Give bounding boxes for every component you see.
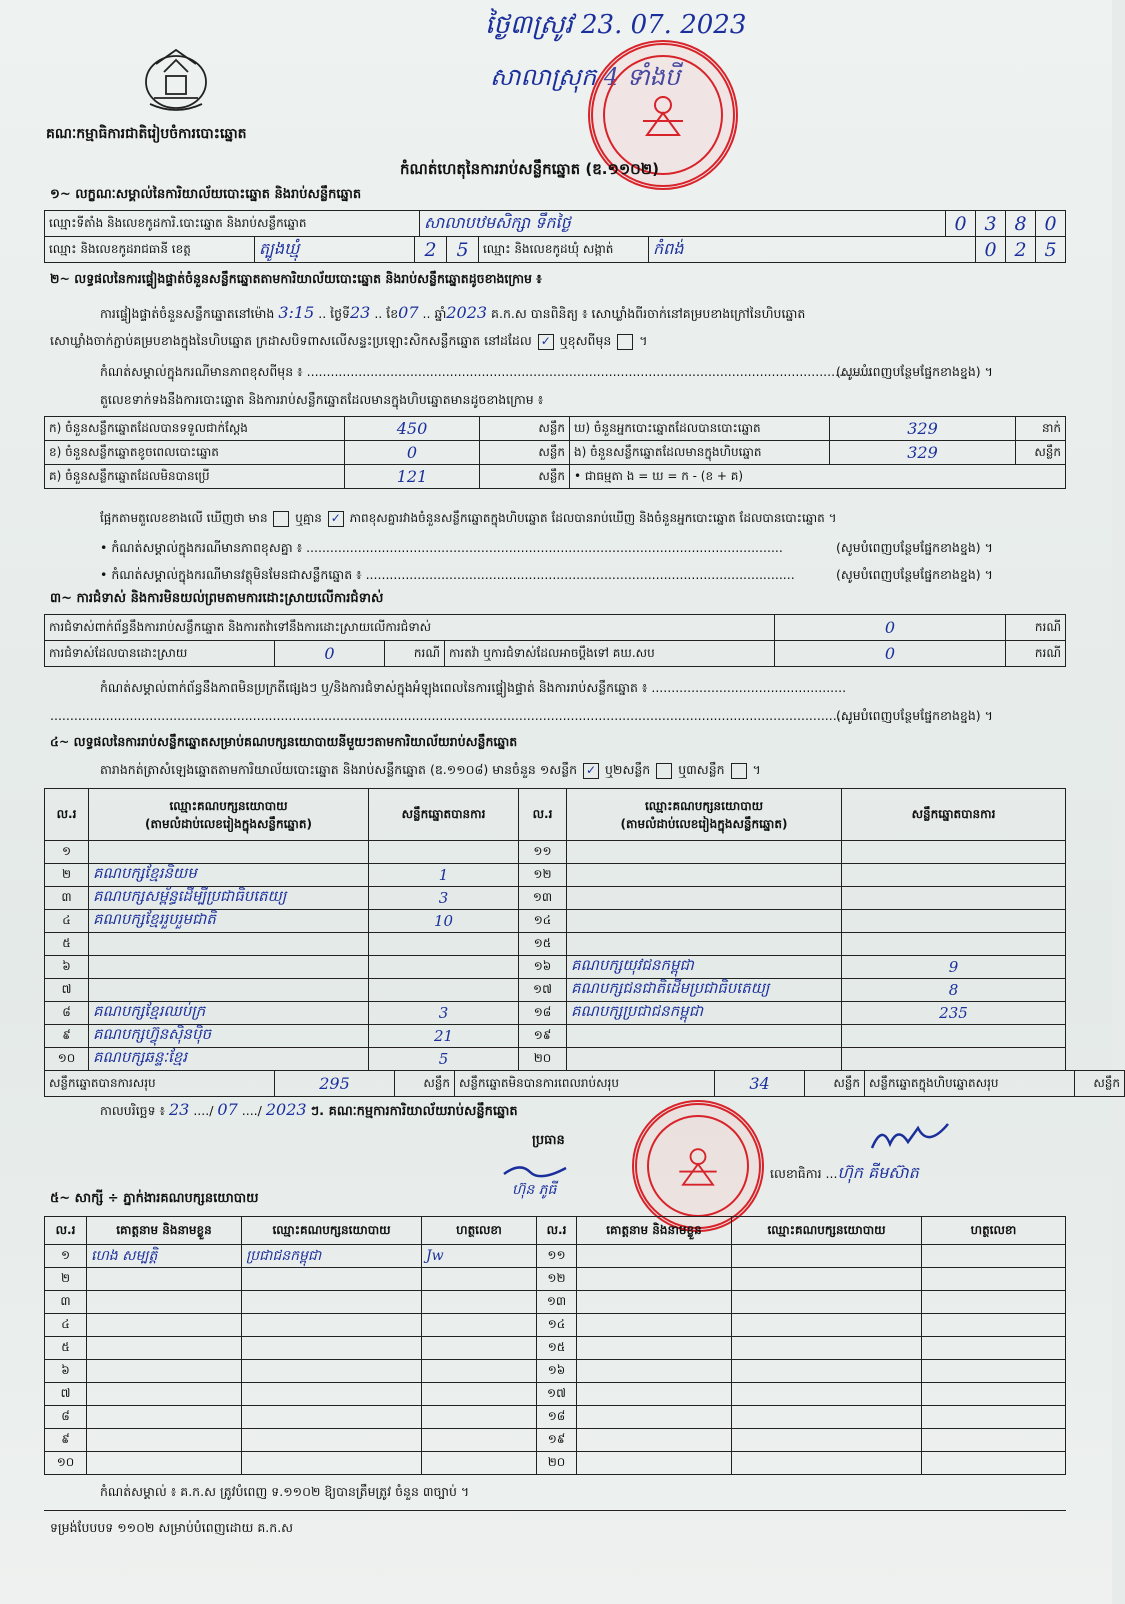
unit-label: សន្លឹក: [480, 417, 570, 441]
verification-paragraph-2: សោឃ្លាំងចាក់ភ្ជាប់គម្របខាងក្នុងនៃហិបឆ្នោត ក្រដាសបិទពាសលើសន្ទះប្រឡោះសិកសន្លឹកឆ្នោត នៅដដែល ✓ ឬខុសពីមុន ។: [50, 333, 648, 348]
table-row: [45, 1291, 1066, 1314]
witness-number: ៣: [45, 1291, 87, 1314]
party-votes: [369, 933, 519, 956]
party-number: ២: [45, 864, 89, 887]
verification-month: 07: [398, 303, 419, 322]
party-votes: [369, 979, 519, 1002]
witness-signature: [922, 1337, 1066, 1360]
non-ballot-note: • កំណត់សម្គាល់ក្នុងករណីមានវត្ថុមិនមែនជាសន្លឹកឆ្នោត ៖ ............................................................................................................: [100, 567, 795, 582]
party-name: គណបក្សខ្មែរនិយម: [89, 864, 369, 887]
one-sheet-checkbox[interactable]: ✓: [583, 763, 599, 779]
witness-number: ១: [45, 1245, 87, 1268]
party-votes: [842, 1025, 1066, 1048]
witness-name: [87, 1429, 242, 1452]
witness-party: [242, 1291, 422, 1314]
witness-signature: [922, 1291, 1066, 1314]
table-row: [45, 841, 1066, 864]
witness-signature: [922, 1406, 1066, 1429]
party-number: ១៣: [519, 887, 567, 910]
signing-date: កាលបរិច្ឆេទ ៖ 23 ..../ 07 ..../ 2023 ៗ. គណៈកម្មការការិយាល័យរាប់សន្លឹកឆ្នោត: [100, 1100, 518, 1119]
party-votes: 3: [369, 1002, 519, 1025]
total-box-label: សន្លឹកឆ្នោតក្នុងហិបឆ្នោតសរុប: [865, 1071, 1075, 1097]
party-name: [567, 887, 842, 910]
witness-header-no: ល.រ: [45, 1217, 87, 1245]
party-name: គណបក្សឆន្ទៈខ្មែរ: [89, 1048, 369, 1071]
objections-table: [44, 614, 1066, 667]
party-votes: 5: [369, 1048, 519, 1071]
party-number: ៦: [45, 956, 89, 979]
appeal-value: 0: [775, 641, 1006, 667]
party-number: ១៧: [519, 979, 567, 1002]
verification-day: 23: [350, 303, 371, 322]
party-votes: [369, 956, 519, 979]
party-votes: [842, 887, 1066, 910]
witness-name: [577, 1406, 732, 1429]
unit-label: សន្លឹក: [1075, 1071, 1125, 1097]
results-header-no: ល.រ: [45, 789, 89, 841]
witness-party: [732, 1452, 922, 1475]
party-name: [567, 910, 842, 933]
party-name: [567, 1048, 842, 1071]
commune-code-digit: 5: [1036, 237, 1066, 263]
table-row: [45, 910, 1066, 933]
fill-note: (សូមបំពេញបន្ថែមផ្នែកខាងខ្នង) ។: [836, 708, 993, 723]
witness-name: [577, 1360, 732, 1383]
two-sheets-checkbox[interactable]: [656, 763, 672, 779]
witness-header-party: ឈ្មោះគណបក្សនយោបាយ: [242, 1217, 422, 1245]
unit-label: សន្លឹក: [805, 1071, 865, 1097]
case-unit: ករណី: [1006, 641, 1066, 667]
table-row: [45, 1002, 1066, 1025]
party-number: ៣: [45, 887, 89, 910]
party-votes: 9: [842, 956, 1066, 979]
witness-signature: [422, 1360, 537, 1383]
section4-heading: ៤~ លទ្ធផលនៃការរាប់សន្លឹកឆ្នោតសម្រាប់គណបក្សនយោបាយនីមួយៗតាមការិយាល័យរាប់សន្លឹកឆ្នោត: [50, 734, 518, 749]
secretary-label: លេខាធិការ ...ហ៊ុក គីមស៊ាត: [770, 1163, 919, 1182]
witness-number: ១៤: [537, 1314, 577, 1337]
witness-party: [242, 1314, 422, 1337]
footnote: កំណត់សម្គាល់ ៖ គ.ក.ស ត្រូវបំពេញ ទ.១១០២ ឱ្យបានត្រឹមត្រូវ ចំនួន ៣ច្បាប់ ។: [100, 1484, 470, 1499]
witness-signature: [922, 1314, 1066, 1337]
table-row: [45, 1360, 1066, 1383]
has-difference-checkbox[interactable]: [273, 511, 289, 527]
ballots-in-box-label: ង) ចំនួនសន្លឹកឆ្នោតដែលមានក្នុងហិបឆ្នោត: [570, 441, 830, 465]
handwritten-location-note: សាលាស្រុក 4 ទាំងបី: [490, 63, 681, 91]
party-votes: 235: [842, 1002, 1066, 1025]
figures-table: [44, 416, 1066, 489]
results-header-party: ឈ្មោះគណបក្សនយោបាយ (តាមលំដាប់លេខរៀងក្នុងសន្លឹកឆ្នោត): [567, 789, 842, 841]
unchanged-checkbox[interactable]: ✓: [538, 334, 554, 350]
organization-name: គណៈកម្មាធិការជាតិរៀបចំការបោះឆ្នោត: [46, 126, 247, 142]
unit-label: សន្លឹក: [480, 465, 570, 489]
witness-name: [577, 1245, 732, 1268]
witness-name: [87, 1406, 242, 1429]
total-valid-label: សន្លឹកឆ្នោតបានការសរុប: [45, 1071, 275, 1097]
party-number: ១៩: [519, 1025, 567, 1048]
form-footer: ទម្រង់បែបបទ ១១០២ សម្រាប់បំពេញដោយ គ.ក.ស: [50, 1520, 294, 1535]
witness-party: ប្រជាជនកម្ពុជា: [242, 1245, 422, 1268]
table-row: [45, 1337, 1066, 1360]
commune-code-digit: 0: [976, 237, 1006, 263]
table-row: [45, 1383, 1066, 1406]
witness-number: ១៨: [537, 1406, 577, 1429]
witness-signature: Jw: [422, 1245, 537, 1268]
party-votes: [842, 1048, 1066, 1071]
witness-signature: [922, 1360, 1066, 1383]
witness-party: [732, 1337, 922, 1360]
witness-header-party: ឈ្មោះគណបក្សនយោបាយ: [732, 1217, 922, 1245]
chair-name: ហ៊ុន ភូធី: [512, 1182, 557, 1198]
witness-number: ១៦: [537, 1360, 577, 1383]
witness-name: [577, 1291, 732, 1314]
party-name: [567, 933, 842, 956]
section1-table: [44, 210, 1066, 263]
objections-value: 0: [775, 615, 1006, 641]
witness-party: [732, 1406, 922, 1429]
witness-party: [732, 1360, 922, 1383]
witness-name: [577, 1314, 732, 1337]
section5-heading: ៥~ សាក្សី ÷ ភ្នាក់ងារគណបក្សនយោបាយ: [50, 1191, 259, 1206]
province-value: ត្បូងឃ្មុំ: [255, 237, 415, 263]
party-name: គណបក្សហ៊្វុនស៊ិនប៉ិច: [89, 1025, 369, 1048]
location-code-digit: 0: [946, 211, 976, 237]
party-name: [89, 933, 369, 956]
table-row: [45, 1025, 1066, 1048]
witness-number: ២០: [537, 1452, 577, 1475]
unit-label: នាក់: [1016, 417, 1066, 441]
witness-party: [732, 1245, 922, 1268]
witness-number: ១៣: [537, 1291, 577, 1314]
party-votes: 10: [369, 910, 519, 933]
tally-sheet-count: តារាងកត់ត្រាសំឡេងឆ្នោតតាមការិយាល័យបោះឆ្នោត និងរាប់សន្លឹកឆ្នោត (ឌ.១១០៨) មានចំនួន ១សន្លឹក ✓ ឬ២សន្លឹក ឬ៣សន្លឹក ។: [100, 762, 761, 777]
party-votes: 8: [842, 979, 1066, 1002]
results-header-votes: សន្លឹកឆ្នោតបានការ: [369, 789, 519, 841]
voters-label: ឃ) ចំនួនអ្នកបោះឆ្នោតដែលបានបោះឆ្នោត: [570, 417, 830, 441]
table-row: [45, 1268, 1066, 1291]
resolved-value: 0: [275, 641, 385, 667]
witness-number: ១៧: [537, 1383, 577, 1406]
witness-signature: [422, 1268, 537, 1291]
resolved-label: ការជំទាស់ដែលបានដោះស្រាយ: [45, 641, 275, 667]
formula: • ជាធម្មតា ង = ឃ = ក - (ខ + គ): [570, 465, 1066, 489]
witness-signature: [422, 1429, 537, 1452]
witness-name: [87, 1360, 242, 1383]
table-row: [45, 933, 1066, 956]
witness-party: [242, 1268, 422, 1291]
unit-label: សន្លឹក: [395, 1071, 455, 1097]
party-votes: [842, 841, 1066, 864]
party-number: ៧: [45, 979, 89, 1002]
witness-number: ១១: [537, 1245, 577, 1268]
province-code-digit: 5: [447, 237, 479, 263]
form-title: កំណត់ហេតុនៃការរាប់សន្លឹកឆ្នោត (ឌ.១១០២): [400, 160, 660, 178]
party-number: ១១: [519, 841, 567, 864]
match-statement: ផ្អែកតាមតួលេខខាងលើ ឃើញថា មាន ឬគ្មាន ✓ ភាពខុសគ្នារវាងចំនួនសន្លឹកឆ្នោតក្នុងហិបឆ្នោត ដែលបានរាប់ឃើញ និងចំនួនអ្នកបោះឆ្នោត ដែលបានបោះឆ្នោត ។: [100, 510, 837, 525]
chair-signature-icon: [500, 1160, 570, 1184]
party-votes: [842, 864, 1066, 887]
party-number: ៤: [45, 910, 89, 933]
witness-party: [242, 1337, 422, 1360]
section3-heading: ៣~ ការជំទាស់ និងការមិនយល់ព្រមតាមការដោះស្រាយលើការជំទាស់: [50, 591, 384, 606]
secretary-signature-icon: [868, 1118, 958, 1162]
table-row: [45, 956, 1066, 979]
table-row: [45, 1245, 1066, 1268]
total-invalid-value: 34: [715, 1071, 805, 1097]
party-number: ១៨: [519, 1002, 567, 1025]
witness-signature: [922, 1245, 1066, 1268]
witness-name: [87, 1337, 242, 1360]
party-number: ៥: [45, 933, 89, 956]
party-name: គណបក្សសម្ព័ន្ធដើម្បីប្រជាធិបតេយ្យ: [89, 887, 369, 910]
irregularities-note: កំណត់សម្គាល់ពាក់ព័ន្ធនឹងភាពមិនប្រក្រតីផ្សេងៗ ឬ/និងការជំទាស់ក្នុងអំឡុងពេលនៃការផ្ទៀងផ្ទាត់ និងការរាប់សន្លឹកឆ្នោត ៖ .................................................: [100, 680, 847, 695]
party-name: [89, 841, 369, 864]
voters-value: 329: [830, 417, 1016, 441]
party-name: គណបក្សយុវជនកម្ពុជា: [567, 956, 842, 979]
witness-signature: [422, 1383, 537, 1406]
witness-number: ២: [45, 1268, 87, 1291]
witness-signature: [922, 1429, 1066, 1452]
table-row: [45, 864, 1066, 887]
no-difference-checkbox[interactable]: ✓: [328, 511, 344, 527]
location-code-digit: 3: [976, 211, 1006, 237]
witness-number: ១៩: [537, 1429, 577, 1452]
party-number: ១០: [45, 1048, 89, 1071]
witness-signature: [922, 1268, 1066, 1291]
party-number: ៩: [45, 1025, 89, 1048]
commission-logo-icon: [136, 42, 216, 114]
party-name: គណបក្សខ្មែររួបរួមជាតិ: [89, 910, 369, 933]
unit-label: សន្លឹក: [480, 441, 570, 465]
three-sheets-checkbox[interactable]: [731, 763, 747, 779]
witness-signature: [422, 1291, 537, 1314]
unit-label: សន្លឹក: [1016, 441, 1066, 465]
unused-ballots-value: 121: [345, 465, 480, 489]
section2-heading: ២~ លទ្ធផលនៃការផ្ទៀងផ្ទាត់ចំនួនសន្លឹកឆ្នោតតាមការិយាល័យបោះឆ្នោត និងរាប់សន្លឹកឆ្នោតដូចខាងក្រោម ៖: [50, 271, 542, 286]
witness-party: [732, 1268, 922, 1291]
ballots-in-box-value: 329: [830, 441, 1016, 465]
table-row: [45, 887, 1066, 910]
witness-name: [87, 1452, 242, 1475]
objections-label: ការជំទាស់ពាក់ព័ន្ធនឹងការរាប់សន្លឹកឆ្នោត និងការតវ៉ាទៅនឹងការដោះស្រាយលើការជំទាស់: [45, 615, 775, 641]
witness-name: [87, 1383, 242, 1406]
party-number: ៨: [45, 1002, 89, 1025]
table-row: [45, 1314, 1066, 1337]
party-number: ១: [45, 841, 89, 864]
chair-title: ប្រធាន: [532, 1133, 565, 1148]
table-row: [45, 1452, 1066, 1475]
location-code-digit: 8: [1006, 211, 1036, 237]
case-unit: ករណី: [385, 641, 445, 667]
witness-signature: [922, 1383, 1066, 1406]
fill-note: (សូមបំពេញបន្ថែមផ្នែកខាងខ្នង) ។: [836, 540, 993, 555]
witness-name: [87, 1314, 242, 1337]
location-label: ឈ្មោះទីតាំង និងលេខកូដការិ.បោះឆ្នោត និងរាប់សន្លឹកឆ្នោត: [45, 211, 420, 237]
witness-name: [577, 1452, 732, 1475]
results-header-party: ឈ្មោះគណបក្សនយោបាយ (តាមលំដាប់លេខរៀងក្នុងសន្លឹកឆ្នោត): [89, 789, 369, 841]
verification-time: 3:15: [278, 303, 315, 322]
witness-number: ៦: [45, 1360, 87, 1383]
table-row: [45, 1429, 1066, 1452]
witness-name: [87, 1268, 242, 1291]
witness-header-name: គោត្តនាម និងនាមខ្លួន: [87, 1217, 242, 1245]
party-number: ១៦: [519, 956, 567, 979]
results-table: [44, 788, 1120, 1097]
witness-signature: [422, 1314, 537, 1337]
difference-case-note: • កំណត់សម្គាល់ក្នុងករណីមានភាពខុសគ្នា ៖ ........................................................................................................................: [100, 540, 783, 555]
commune-code-digit: 2: [1006, 237, 1036, 263]
party-name: [567, 1025, 842, 1048]
witness-name: [577, 1429, 732, 1452]
fill-note: (សូមបំពេញបន្ថែមផ្នែកខាងខ្នង) ។: [836, 364, 993, 379]
difference-note: កំណត់សម្គាល់ក្នុងករណីមានភាពខុសពីមុន ៖ ..............................................................................................................................................: [100, 364, 871, 379]
handwritten-date-note: ថ្ងៃ៣ស្រូវ 23. 07. 2023: [485, 10, 747, 40]
witness-party: [242, 1360, 422, 1383]
secretary-name: ហ៊ុក គីមស៊ាត: [837, 1163, 919, 1182]
witness-name: [577, 1337, 732, 1360]
results-header-votes: សន្លឹកឆ្នោតបានការ: [842, 789, 1066, 841]
location-value: សាលាបឋមសិក្សា ទឹកថ្ងៃ: [420, 211, 946, 237]
table-row: [45, 1406, 1066, 1429]
witness-number: ៧: [45, 1383, 87, 1406]
party-number: ១២: [519, 864, 567, 887]
witness-number: ៨: [45, 1406, 87, 1429]
table-row: [45, 979, 1066, 1002]
commune-value: កំពង់: [649, 237, 976, 263]
province-label: ឈ្មោះ និងលេខកូដរាជធានី ខេត្ត: [45, 237, 255, 263]
witness-number: ១០: [45, 1452, 87, 1475]
table-row: [45, 1048, 1066, 1071]
witness-party: [732, 1314, 922, 1337]
witness-signature: [422, 1337, 537, 1360]
witness-number: ៩: [45, 1429, 87, 1452]
changed-checkbox[interactable]: [617, 334, 633, 350]
spoiled-ballots-label: ខ) ចំនួនសន្លឹកឆ្នោតខូចពេលបោះឆ្នោត: [45, 441, 345, 465]
total-invalid-label: សន្លឹកឆ្នោតមិនបានការពេលរាប់សរុប: [455, 1071, 715, 1097]
witness-name: ហេង សម្បត្តិ: [87, 1245, 242, 1268]
party-votes: 21: [369, 1025, 519, 1048]
witness-name: [87, 1291, 242, 1314]
party-votes: 1: [369, 864, 519, 887]
appeal-label: ការតវ៉ា ឬការជំទាស់ដែលអាចប្តឹងទៅ គឃ.សប: [445, 641, 775, 667]
witness-signature: [422, 1406, 537, 1429]
witness-header-sign: ហត្ថលេខា: [922, 1217, 1066, 1245]
province-code-digit: 2: [415, 237, 447, 263]
party-name: [567, 841, 842, 864]
case-unit: ករណី: [1006, 615, 1066, 641]
witness-number: ១២: [537, 1268, 577, 1291]
fill-note: (សូមបំពេញបន្ថែមផ្នែកខាងខ្នង) ។: [836, 567, 993, 582]
ballots-received-value: 450: [345, 417, 480, 441]
witnesses-table: [44, 1216, 1066, 1475]
verification-paragraph: ការផ្ទៀងផ្ទាត់ចំនួនសន្លឹកឆ្នោតនៅម៉ោង 3:15 .. ថ្ងៃទី23 .. ខែ07 .. ឆ្នាំ2023 គ.ក.ស បានពិនិត្យ ៖ សោឃ្លាំងពីរចាក់នៅគម្របខាងក្រៅនៃហិបឆ្នោត: [100, 303, 806, 322]
witness-header-no: ល.រ: [537, 1217, 577, 1245]
witness-party: [732, 1429, 922, 1452]
party-votes: [842, 910, 1066, 933]
witness-party: [242, 1383, 422, 1406]
party-name: គណបក្សជនជាតិដើមប្រជាធិបតេយ្យ: [567, 979, 842, 1002]
party-votes: [842, 933, 1066, 956]
witness-party: [242, 1452, 422, 1475]
witness-party: [242, 1406, 422, 1429]
witness-party: [732, 1383, 922, 1406]
party-number: ២០: [519, 1048, 567, 1071]
party-number: ១៤: [519, 910, 567, 933]
verification-year: 2023: [446, 303, 488, 322]
party-number: ១៥: [519, 933, 567, 956]
party-name: គណបក្សខ្មែរឈប់ក្រ: [89, 1002, 369, 1025]
figures-intro: តួលេខទាក់ទងនឹងការបោះឆ្នោត និងការរាប់សន្លឹកឆ្នោតដែលមានក្នុងហិបឆ្នោតមានដូចខាងក្រោម ៖: [100, 392, 544, 407]
official-stamp-bottom: [632, 1100, 764, 1232]
witness-party: [242, 1429, 422, 1452]
witness-name: [577, 1268, 732, 1291]
witness-number: ៥: [45, 1337, 87, 1360]
commune-label: ឈ្មោះ និងលេខកូដឃុំ សង្កាត់: [479, 237, 649, 263]
section1-heading: ១~ លក្ខណៈសម្គាល់នៃការិយាល័យបោះឆ្នោត និងរាប់សន្លឹកឆ្នោត: [50, 187, 362, 202]
irregularities-dots: .............................................................................................................................................................................................................: [50, 708, 865, 723]
witness-header-sign: ហត្ថលេខា: [422, 1217, 537, 1245]
footer-divider: [44, 1510, 1066, 1511]
location-code-digit: 0: [1036, 211, 1066, 237]
witness-party: [732, 1291, 922, 1314]
party-votes: [369, 841, 519, 864]
witness-number: ៤: [45, 1314, 87, 1337]
witness-signature: [422, 1452, 537, 1475]
total-valid-value: 295: [275, 1071, 395, 1097]
party-name: [89, 979, 369, 1002]
spoiled-ballots-value: 0: [345, 441, 480, 465]
party-name: [567, 864, 842, 887]
party-name: គណបក្សប្រជាជនកម្ពុជា: [567, 1002, 842, 1025]
results-header-no: ល.រ: [519, 789, 567, 841]
ballots-received-label: ក) ចំនួនសន្លឹកឆ្នោតដែលបានទទួលជាក់ស្តែង: [45, 417, 345, 441]
witness-signature: [922, 1452, 1066, 1475]
witness-name: [577, 1383, 732, 1406]
witness-header-name: គោត្តនាម និងនាមខ្លួន: [577, 1217, 732, 1245]
party-votes: 3: [369, 887, 519, 910]
unused-ballots-label: គ) ចំនួនសន្លឹកឆ្នោតដែលមិនបានប្រើ: [45, 465, 345, 489]
party-name: [89, 956, 369, 979]
witness-number: ១៥: [537, 1337, 577, 1360]
